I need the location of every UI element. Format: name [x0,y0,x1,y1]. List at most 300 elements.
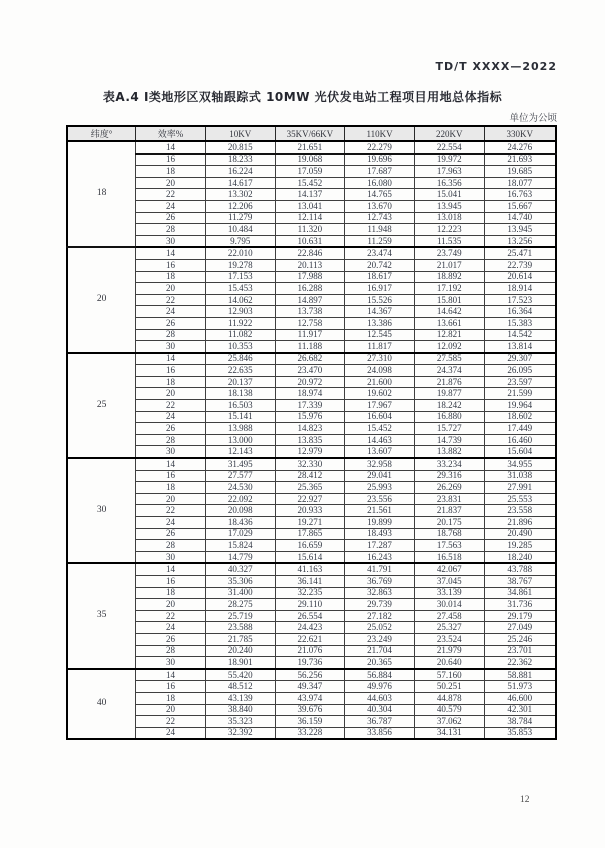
column-header-5: 220KV [414,126,484,141]
value-cell-35KV/66KV: 19.736 [275,657,345,669]
value-cell-220KV: 40.579 [414,704,484,716]
value-cell-10KV: 16.503 [205,400,275,412]
table-row [67,353,556,365]
value-cell-220KV: 19.877 [414,388,484,400]
value-cell-35KV/66KV: 15.614 [275,551,345,563]
value-cell-110KV: 29.041 [345,470,415,482]
value-cell-10KV: 27.577 [205,470,275,482]
value-cell-330KV: 13.814 [484,341,556,353]
efficiency-cell: 14 [136,141,206,154]
value-cell-10KV: 24.530 [205,482,275,494]
table-row [67,482,556,494]
value-cell-330KV: 16.364 [484,306,556,318]
value-cell-220KV: 37.062 [414,716,484,728]
table-row [67,727,556,739]
efficiency-cell: 28 [136,329,206,341]
value-cell-35KV/66KV: 15.452 [275,177,345,189]
value-cell-35KV/66KV: 14.137 [275,189,345,201]
value-cell-220KV: 15.041 [414,189,484,201]
value-cell-35KV/66KV: 13.835 [275,434,345,446]
value-cell-110KV: 17.287 [345,540,415,552]
value-cell-10KV: 23.588 [205,622,275,634]
value-cell-110KV: 15.526 [345,294,415,306]
value-cell-330KV: 19.964 [484,400,556,412]
table-row [67,633,556,645]
value-cell-10KV: 35.306 [205,575,275,587]
table-row [67,458,556,470]
value-cell-220KV: 17.192 [414,283,484,295]
value-cell-220KV: 57.160 [414,669,484,681]
value-cell-35KV/66KV: 28.412 [275,470,345,482]
value-cell-110KV: 13.607 [345,446,415,458]
value-cell-330KV: 58.881 [484,669,556,681]
table-row [67,376,556,388]
table-row [67,317,556,329]
table-row [67,657,556,669]
value-cell-330KV: 29.307 [484,353,556,365]
value-cell-330KV: 34.955 [484,458,556,470]
efficiency-cell: 24 [136,727,206,739]
value-cell-330KV: 13.256 [484,235,556,247]
value-cell-110KV: 23.474 [345,247,415,259]
value-cell-220KV: 16.518 [414,551,484,563]
table-row [67,283,556,295]
table-row [67,540,556,552]
table-row [67,446,556,458]
value-cell-35KV/66KV: 16.659 [275,540,345,552]
value-cell-35KV/66KV: 22.846 [275,247,345,259]
value-cell-35KV/66KV: 11.917 [275,329,345,341]
value-cell-35KV/66KV: 13.738 [275,306,345,318]
table-row [67,329,556,341]
value-cell-220KV: 14.739 [414,434,484,446]
value-cell-110KV: 49.976 [345,681,415,693]
table-header-row [67,126,556,141]
value-cell-110KV: 36.787 [345,716,415,728]
value-cell-35KV/66KV: 11.320 [275,224,345,236]
table-row [67,681,556,693]
unit-note: 单位为公顷 [509,113,557,124]
value-cell-10KV: 14.062 [205,294,275,306]
value-cell-35KV/66KV: 21.651 [275,141,345,154]
value-cell-110KV: 20.365 [345,657,415,669]
value-cell-110KV: 13.670 [345,200,415,212]
value-cell-330KV: 23.701 [484,645,556,657]
value-cell-35KV/66KV: 36.159 [275,716,345,728]
table-row [67,669,556,681]
value-cell-35KV/66KV: 17.865 [275,528,345,540]
value-cell-330KV: 42.301 [484,704,556,716]
value-cell-110KV: 23.556 [345,493,415,505]
efficiency-cell: 16 [136,681,206,693]
table-row [67,575,556,587]
table-row [67,141,556,154]
efficiency-cell: 26 [136,212,206,224]
efficiency-cell: 16 [136,470,206,482]
efficiency-cell: 14 [136,247,206,259]
table-row [67,470,556,482]
value-cell-110KV: 27.182 [345,610,415,622]
value-cell-35KV/66KV: 29.110 [275,599,345,611]
value-cell-220KV: 11.535 [414,235,484,247]
value-cell-330KV: 17.523 [484,294,556,306]
value-cell-10KV: 18.233 [205,154,275,166]
efficiency-cell: 30 [136,341,206,353]
value-cell-35KV/66KV: 15.976 [275,411,345,423]
value-cell-220KV: 25.327 [414,622,484,634]
value-cell-110KV: 14.765 [345,189,415,201]
efficiency-cell: 16 [136,575,206,587]
value-cell-110KV: 14.463 [345,434,415,446]
value-cell-220KV: 18.768 [414,528,484,540]
table-row [67,189,556,201]
value-cell-330KV: 17.449 [484,423,556,435]
value-cell-10KV: 12.903 [205,306,275,318]
value-cell-35KV/66KV: 13.041 [275,200,345,212]
table-row [67,551,556,563]
value-cell-110KV: 36.769 [345,575,415,587]
table-row [67,235,556,247]
doc-code-header: TD/T XXXX—2022 [435,60,557,73]
value-cell-10KV: 48.512 [205,681,275,693]
value-cell-10KV: 38.840 [205,704,275,716]
value-cell-330KV: 18.914 [484,283,556,295]
page-number: 12 [520,795,530,805]
value-cell-220KV: 17.963 [414,166,484,178]
value-cell-110KV: 32.958 [345,458,415,470]
column-header-2: 10KV [205,126,275,141]
value-cell-110KV: 19.602 [345,388,415,400]
value-cell-35KV/66KV: 14.897 [275,294,345,306]
value-cell-330KV: 18.240 [484,551,556,563]
value-cell-330KV: 18.602 [484,411,556,423]
value-cell-10KV: 15.141 [205,411,275,423]
value-cell-330KV: 23.558 [484,505,556,517]
value-cell-35KV/66KV: 21.076 [275,645,345,657]
value-cell-220KV: 12.821 [414,329,484,341]
value-cell-220KV: 13.945 [414,200,484,212]
efficiency-cell: 14 [136,669,206,681]
table-row [67,517,556,529]
table-row [67,610,556,622]
value-cell-110KV: 16.080 [345,177,415,189]
value-cell-330KV: 31.038 [484,470,556,482]
value-cell-330KV: 25.553 [484,493,556,505]
table-row [67,528,556,540]
value-cell-35KV/66KV: 25.365 [275,482,345,494]
value-cell-110KV: 22.279 [345,141,415,154]
value-cell-330KV: 24.276 [484,141,556,154]
latitude-cell: 35 [67,563,136,668]
value-cell-35KV/66KV: 32.235 [275,587,345,599]
value-cell-220KV: 22.554 [414,141,484,154]
value-cell-220KV: 24.374 [414,365,484,377]
table-row [67,704,556,716]
efficiency-cell: 18 [136,271,206,283]
value-cell-110KV: 24.098 [345,365,415,377]
latitude-cell: 30 [67,458,136,563]
value-cell-35KV/66KV: 32.330 [275,458,345,470]
value-cell-10KV: 18.138 [205,388,275,400]
value-cell-330KV: 23.597 [484,376,556,388]
value-cell-330KV: 14.542 [484,329,556,341]
latitude-cell: 25 [67,353,136,458]
value-cell-330KV: 22.739 [484,259,556,271]
value-cell-330KV: 14.740 [484,212,556,224]
efficiency-cell: 18 [136,166,206,178]
value-cell-10KV: 13.988 [205,423,275,435]
efficiency-cell: 28 [136,540,206,552]
table-row [67,400,556,412]
value-cell-10KV: 20.815 [205,141,275,154]
value-cell-110KV: 41.791 [345,563,415,575]
table-row [67,493,556,505]
table-row [67,212,556,224]
value-cell-10KV: 35.323 [205,716,275,728]
value-cell-10KV: 10.353 [205,341,275,353]
value-cell-10KV: 11.082 [205,329,275,341]
value-cell-110KV: 18.617 [345,271,415,283]
table-row [67,411,556,423]
value-cell-35KV/66KV: 17.059 [275,166,345,178]
value-cell-220KV: 21.979 [414,645,484,657]
value-cell-330KV: 15.604 [484,446,556,458]
value-cell-10KV: 17.153 [205,271,275,283]
table-row [67,716,556,728]
efficiency-cell: 14 [136,563,206,575]
efficiency-cell: 24 [136,411,206,423]
value-cell-10KV: 31.495 [205,458,275,470]
value-cell-110KV: 16.243 [345,551,415,563]
value-cell-10KV: 25.846 [205,353,275,365]
value-cell-35KV/66KV: 36.141 [275,575,345,587]
value-cell-330KV: 21.896 [484,517,556,529]
value-cell-110KV: 23.249 [345,633,415,645]
value-cell-10KV: 22.010 [205,247,275,259]
value-cell-35KV/66KV: 16.288 [275,283,345,295]
table-row [67,587,556,599]
value-cell-110KV: 14.367 [345,306,415,318]
value-cell-10KV: 17.029 [205,528,275,540]
table-row [67,177,556,189]
value-cell-330KV: 27.991 [484,482,556,494]
value-cell-220KV: 18.892 [414,271,484,283]
value-cell-110KV: 20.742 [345,259,415,271]
value-cell-110KV: 16.604 [345,411,415,423]
value-cell-330KV: 34.861 [484,587,556,599]
efficiency-cell: 20 [136,388,206,400]
value-cell-330KV: 13.945 [484,224,556,236]
table-row [67,294,556,306]
table-row [67,166,556,178]
value-cell-110KV: 56.884 [345,669,415,681]
value-cell-220KV: 23.524 [414,633,484,645]
efficiency-cell: 28 [136,224,206,236]
efficiency-cell: 26 [136,317,206,329]
latitude-cell: 40 [67,669,136,740]
efficiency-cell: 30 [136,551,206,563]
value-cell-10KV: 20.137 [205,376,275,388]
efficiency-cell: 20 [136,704,206,716]
value-cell-330KV: 27.049 [484,622,556,634]
value-cell-10KV: 12.206 [205,200,275,212]
table-row [67,306,556,318]
value-cell-35KV/66KV: 49.347 [275,681,345,693]
value-cell-110KV: 11.817 [345,341,415,353]
efficiency-cell: 30 [136,446,206,458]
value-cell-110KV: 21.704 [345,645,415,657]
column-header-4: 110KV [345,126,415,141]
value-cell-35KV/66KV: 19.068 [275,154,345,166]
value-cell-330KV: 15.667 [484,200,556,212]
table-row [67,692,556,704]
value-cell-10KV: 25.719 [205,610,275,622]
latitude-cell: 20 [67,247,136,352]
value-cell-330KV: 43.788 [484,563,556,575]
value-cell-35KV/66KV: 12.758 [275,317,345,329]
efficiency-cell: 22 [136,400,206,412]
value-cell-10KV: 28.275 [205,599,275,611]
efficiency-cell: 30 [136,235,206,247]
value-cell-110KV: 25.052 [345,622,415,634]
value-cell-220KV: 21.017 [414,259,484,271]
value-cell-110KV: 12.545 [345,329,415,341]
value-cell-35KV/66KV: 12.979 [275,446,345,458]
value-cell-110KV: 17.967 [345,400,415,412]
value-cell-10KV: 20.098 [205,505,275,517]
value-cell-110KV: 27.310 [345,353,415,365]
value-cell-220KV: 13.018 [414,212,484,224]
table-row [67,247,556,259]
value-cell-220KV: 21.876 [414,376,484,388]
efficiency-cell: 16 [136,365,206,377]
value-cell-110KV: 32.863 [345,587,415,599]
value-cell-330KV: 20.614 [484,271,556,283]
value-cell-330KV: 16.460 [484,434,556,446]
value-cell-330KV: 38.784 [484,716,556,728]
value-cell-35KV/66KV: 20.972 [275,376,345,388]
value-cell-220KV: 27.585 [414,353,484,365]
value-cell-10KV: 11.279 [205,212,275,224]
table-row [67,434,556,446]
value-cell-35KV/66KV: 33.228 [275,727,345,739]
value-cell-330KV: 21.693 [484,154,556,166]
value-cell-220KV: 37.045 [414,575,484,587]
value-cell-110KV: 16.917 [345,283,415,295]
value-cell-10KV: 40.327 [205,563,275,575]
efficiency-cell: 16 [136,259,206,271]
column-header-1: 效率% [136,126,206,141]
value-cell-10KV: 10.484 [205,224,275,236]
value-cell-330KV: 22.362 [484,657,556,669]
value-cell-10KV: 18.436 [205,517,275,529]
value-cell-10KV: 55.420 [205,669,275,681]
value-cell-220KV: 12.092 [414,341,484,353]
value-cell-110KV: 21.561 [345,505,415,517]
value-cell-110KV: 25.993 [345,482,415,494]
value-cell-220KV: 20.640 [414,657,484,669]
value-cell-220KV: 27.458 [414,610,484,622]
efficiency-cell: 24 [136,306,206,318]
value-cell-220KV: 29.316 [414,470,484,482]
table-row [67,505,556,517]
value-cell-10KV: 14.779 [205,551,275,563]
value-cell-35KV/66KV: 23.470 [275,365,345,377]
value-cell-110KV: 13.386 [345,317,415,329]
value-cell-35KV/66KV: 12.114 [275,212,345,224]
value-cell-10KV: 22.635 [205,365,275,377]
value-cell-35KV/66KV: 22.621 [275,633,345,645]
value-cell-10KV: 14.617 [205,177,275,189]
table-row [67,622,556,634]
value-cell-35KV/66KV: 43.974 [275,692,345,704]
value-cell-10KV: 20.240 [205,645,275,657]
value-cell-330KV: 31.736 [484,599,556,611]
value-cell-110KV: 15.452 [345,423,415,435]
value-cell-330KV: 25.246 [484,633,556,645]
value-cell-110KV: 12.743 [345,212,415,224]
efficiency-cell: 20 [136,599,206,611]
table-row [67,599,556,611]
value-cell-35KV/66KV: 24.423 [275,622,345,634]
value-cell-330KV: 20.490 [484,528,556,540]
value-cell-220KV: 13.882 [414,446,484,458]
value-cell-35KV/66KV: 20.933 [275,505,345,517]
value-cell-35KV/66KV: 41.163 [275,563,345,575]
value-cell-220KV: 16.880 [414,411,484,423]
value-cell-10KV: 31.400 [205,587,275,599]
table-row [67,645,556,657]
value-cell-10KV: 18.901 [205,657,275,669]
value-cell-330KV: 15.383 [484,317,556,329]
value-cell-110KV: 17.687 [345,166,415,178]
value-cell-220KV: 17.563 [414,540,484,552]
efficiency-cell: 18 [136,692,206,704]
value-cell-220KV: 14.642 [414,306,484,318]
value-cell-110KV: 44.603 [345,692,415,704]
table-row [67,423,556,435]
value-cell-35KV/66KV: 19.271 [275,517,345,529]
value-cell-10KV: 16.224 [205,166,275,178]
efficiency-cell: 22 [136,189,206,201]
value-cell-10KV: 15.824 [205,540,275,552]
value-cell-10KV: 32.392 [205,727,275,739]
value-cell-220KV: 21.837 [414,505,484,517]
value-cell-220KV: 33.234 [414,458,484,470]
table-row [67,259,556,271]
value-cell-220KV: 42.067 [414,563,484,575]
efficiency-cell: 26 [136,528,206,540]
value-cell-220KV: 33.139 [414,587,484,599]
value-cell-35KV/66KV: 14.823 [275,423,345,435]
value-cell-10KV: 43.139 [205,692,275,704]
value-cell-220KV: 30.014 [414,599,484,611]
efficiency-cell: 18 [136,482,206,494]
table-row [67,341,556,353]
efficiency-cell: 20 [136,283,206,295]
value-cell-110KV: 40.304 [345,704,415,716]
value-cell-35KV/66KV: 11.188 [275,341,345,353]
value-cell-330KV: 19.285 [484,540,556,552]
efficiency-cell: 26 [136,633,206,645]
value-cell-330KV: 35.853 [484,727,556,739]
table-row [67,365,556,377]
efficiency-cell: 22 [136,716,206,728]
value-cell-35KV/66KV: 56.256 [275,669,345,681]
value-cell-35KV/66KV: 17.988 [275,271,345,283]
value-cell-10KV: 13.000 [205,434,275,446]
efficiency-cell: 24 [136,517,206,529]
